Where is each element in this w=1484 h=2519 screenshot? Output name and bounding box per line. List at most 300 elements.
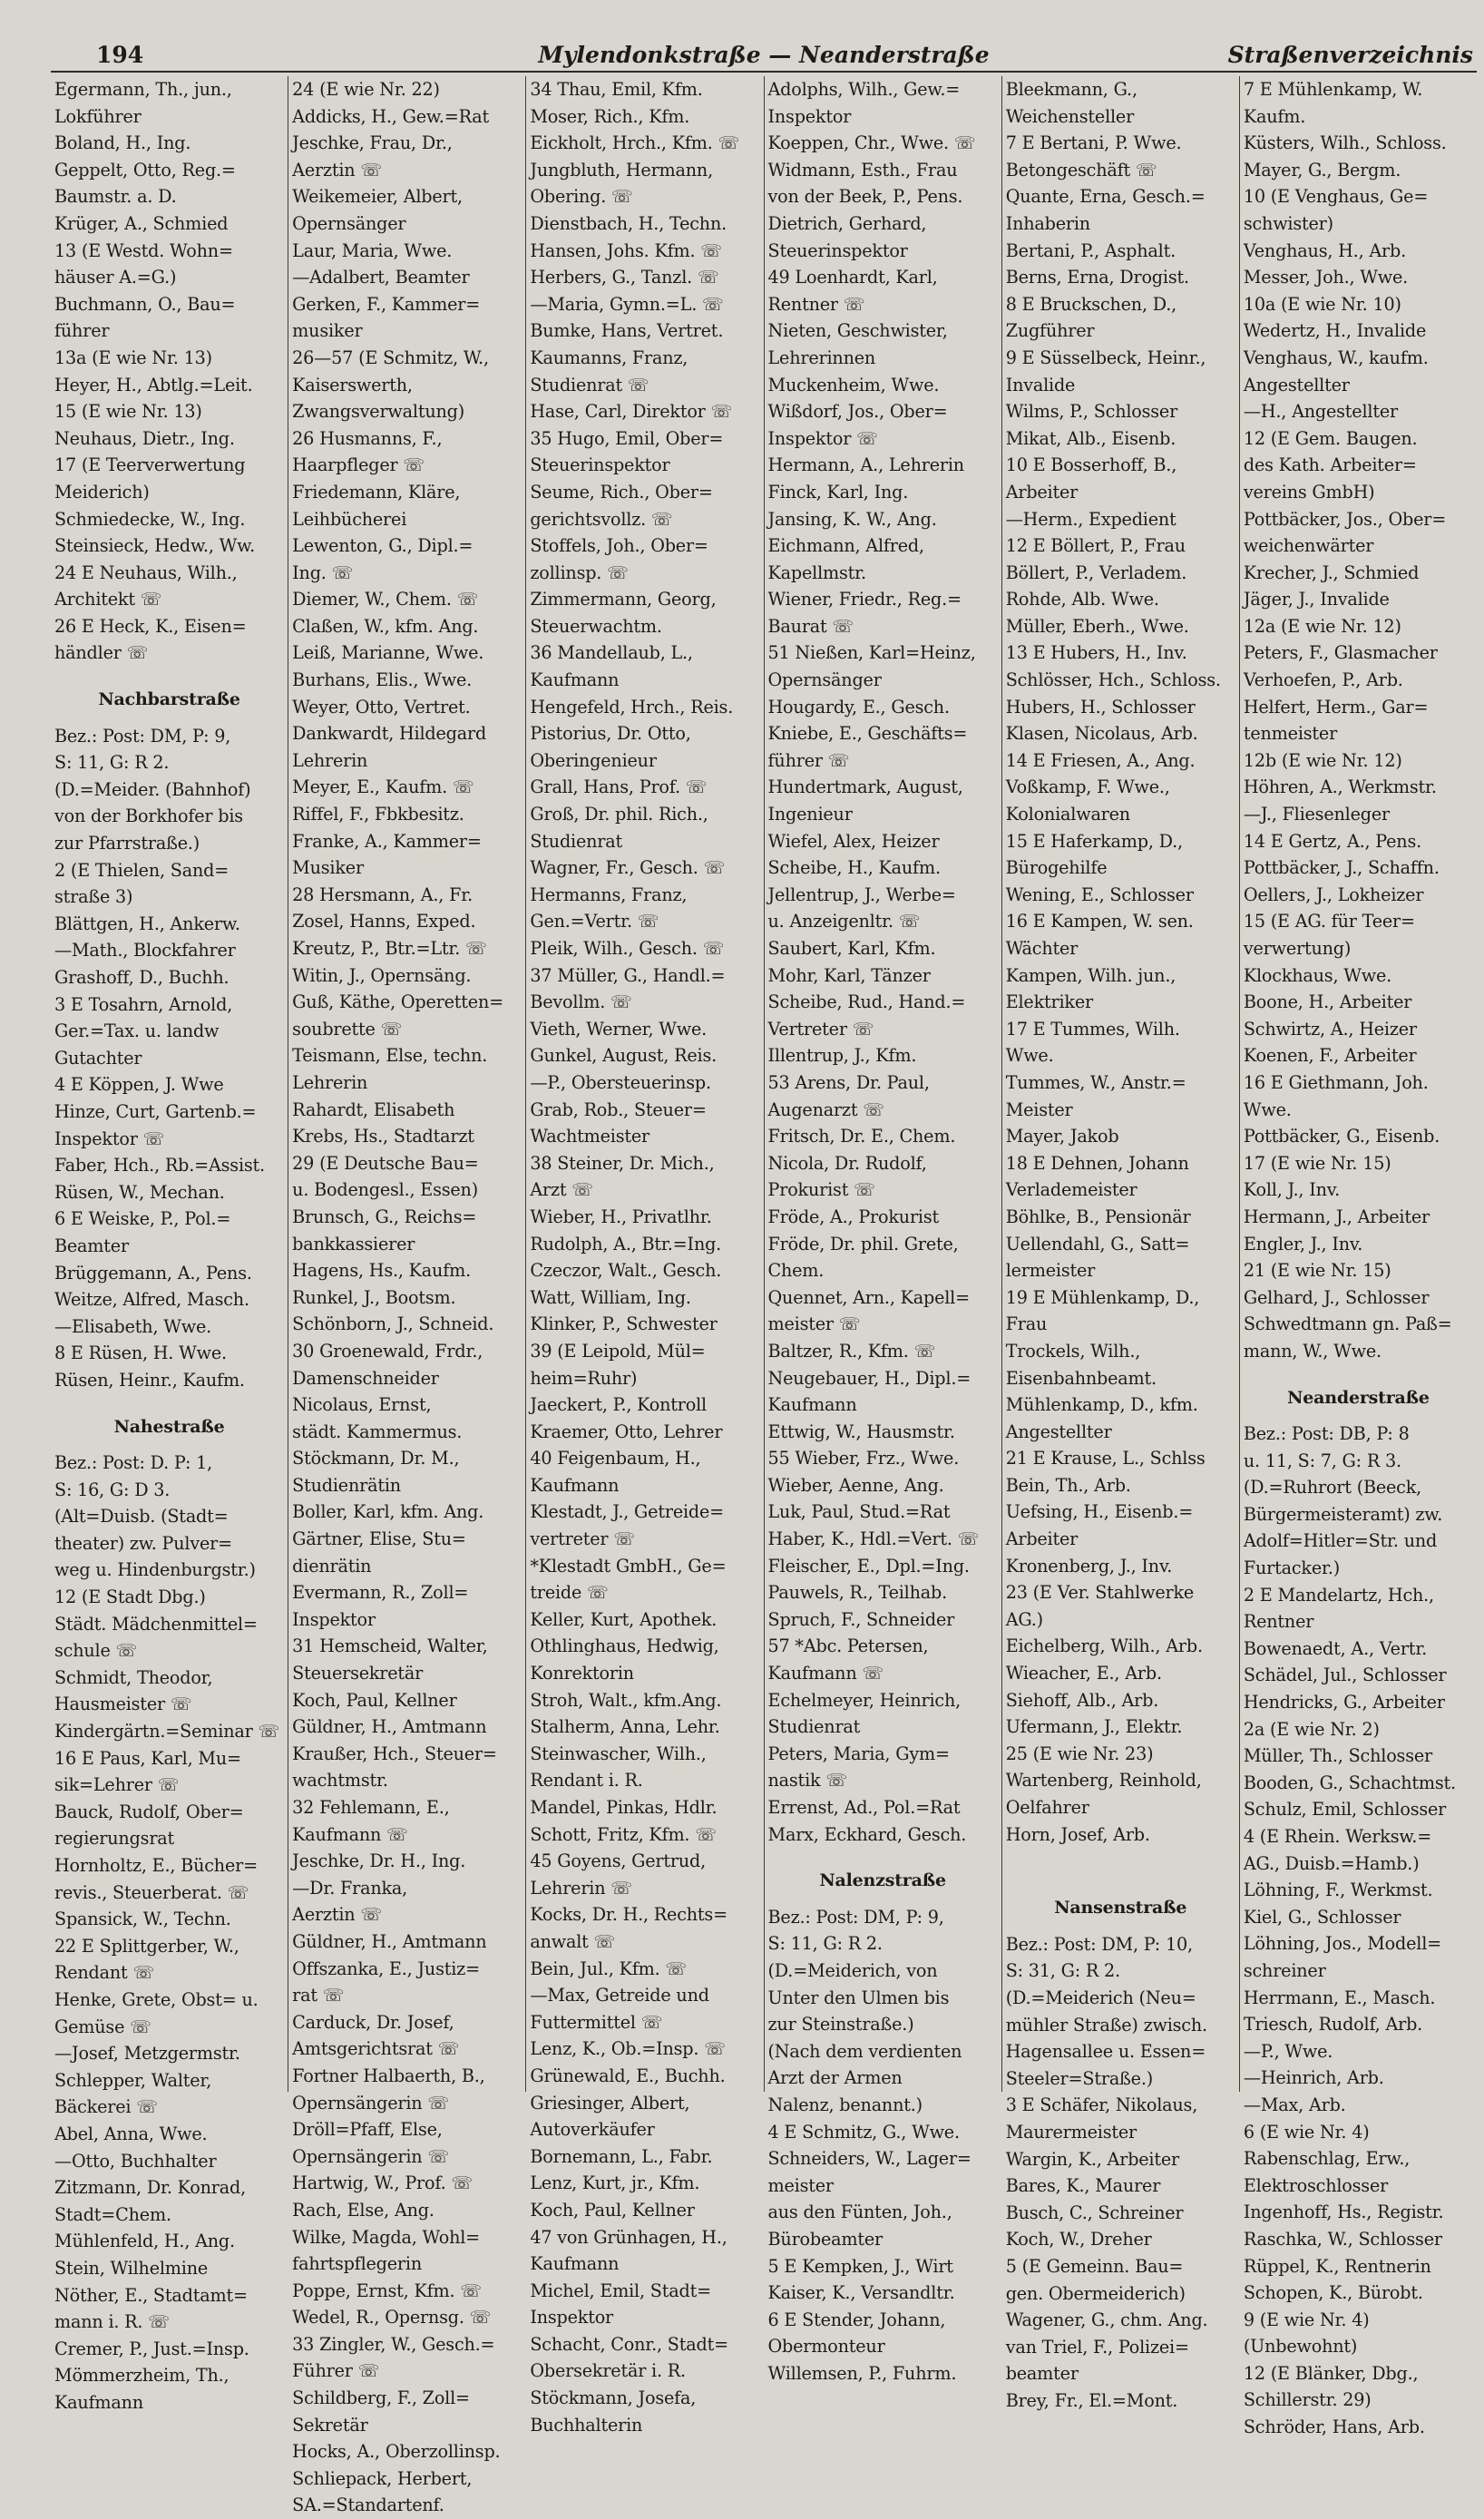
entry-line: Hausmeister ☏ (54, 1694, 192, 1715)
entry-line: Obermonteur (767, 2336, 885, 2358)
entry-line: Mayer, G., Bergm. (1243, 159, 1401, 181)
entry-line: Dienstbach, H., Techn. (530, 212, 727, 234)
entry-line: Seume, Rich., Ober= (530, 481, 713, 503)
entry-line: Venghaus, W., kaufm. (1243, 347, 1429, 368)
entry-line: anwalt ☏ (530, 1930, 616, 1952)
entry-line: 4 E Schmitz, G., Wwe. (767, 2121, 960, 2143)
section-title: Straßenverzeichnis (1227, 42, 1473, 68)
entry-line: —J., Fliesenleger (1243, 804, 1390, 825)
entry-line: Autoverkäufer (530, 2119, 655, 2141)
entry-line: Betongeschäft ☏ (1005, 159, 1157, 181)
entry-line: Wagener, G., chm. Ang. (1005, 2309, 1208, 2331)
entry-line: 16 E Paus, Karl, Mu= (54, 1747, 241, 1769)
entry-line: straße 3) (54, 886, 133, 908)
entry-line: Furtacker.) (1243, 1557, 1341, 1579)
entry-line: Brüggemann, A., Pens. (54, 1262, 252, 1284)
entry-line: Bauck, Rudolf, Ober= (54, 1801, 244, 1822)
entry-line: Bez.: Post: D. P: 1, (54, 1452, 213, 1474)
entry-line: Koch, Paul, Kellner (530, 2199, 695, 2221)
entry-line: Kraußer, Hch., Steuer= (292, 1743, 497, 1764)
entry-line: Schliepack, Herbert, (292, 2467, 473, 2489)
entry-line: Pistorius, Dr. Otto, (530, 723, 691, 745)
entry-line: Klasen, Nicolaus, Arb. (1005, 723, 1198, 745)
entry-line: 57 *Abc. Petersen, (767, 1635, 929, 1657)
entry-line: Ufermann, J., Elektr. (1005, 1716, 1183, 1738)
entry-line: Echelmeyer, Heinrich, (767, 1689, 962, 1711)
entry-line: Lehrerin (292, 1071, 368, 1093)
entry-line: 40 Feigenbaum, H., (530, 1448, 701, 1469)
entry-line: Brey, Fr., El.=Mont. (1005, 2389, 1178, 2411)
entry-line: Bez.: Post: DB, P: 8 (1243, 1423, 1410, 1445)
entry-line: Oelfahrer (1005, 1797, 1089, 1818)
entry-line: Hengefeld, Hrch., Reis. (530, 696, 734, 718)
entry-line: Schopen, K., Bürobt. (1243, 2282, 1423, 2304)
entry-line: (D.=Ruhrort (Beeck, (1243, 1477, 1422, 1499)
entry-line: Kaufmann ☏ (767, 1663, 884, 1684)
entry-line: Opernsänger (767, 669, 882, 691)
entry-line: —Josef, Metzgermstr. (54, 2043, 240, 2065)
entry-line: 8 E Bruckschen, D., (1005, 293, 1177, 315)
entry-line: Weyer, Otto, Vertret. (292, 696, 471, 718)
entry-line: weichenwärter (1243, 535, 1374, 557)
entry-line: häuser A.=G.) (54, 267, 177, 288)
entry-line: Finck, Karl, Ing. (767, 481, 909, 503)
entry-line: des Kath. Arbeiter= (1243, 454, 1417, 476)
entry-line: Kaufmann (530, 1474, 620, 1496)
entry-line: Widmann, Esth., Frau (767, 159, 958, 181)
entry-line: Zugführer (1005, 320, 1095, 342)
entry-line: Fritsch, Dr. E., Chem. (767, 1126, 956, 1147)
entry-line: Grab, Rob., Steuer= (530, 1098, 707, 1120)
entry-line: Mikat, Alb., Eisenb. (1005, 427, 1176, 449)
entry-line: Wening, E., Schlosser (1005, 884, 1194, 905)
entry-line: Bez.: Post: DM, P: 9, (54, 725, 231, 747)
entry-line: Mühlenfeld, H., Ang. (54, 2231, 235, 2252)
column-1 (51, 76, 288, 2413)
entry-line: 36 Mandellaub, L., (530, 642, 693, 664)
entry-line: Wachtmeister (530, 1126, 650, 1147)
entry-line: Schwedtmann gn. Paß= (1243, 1313, 1452, 1335)
entry-line: zollinsp. ☏ (530, 561, 629, 583)
entry-line: Wwe. (1005, 1045, 1054, 1067)
entry-line: Siehoff, Alb., Arb. (1005, 1689, 1159, 1711)
entry-line: Uefsing, H., Eisenb.= (1005, 1501, 1194, 1523)
entry-line: Obersekretär i. R. (530, 2360, 686, 2382)
entry-line: Arzt der Armen (767, 2067, 903, 2089)
entry-line: Schädel, Jul., Schlosser (1243, 1665, 1447, 1686)
entry-line: Saubert, Karl, Kfm. (767, 938, 936, 959)
entry-line: (D.=Meider. (Bahnhof) (54, 778, 251, 800)
entry-line: Koeppen, Chr., Wwe. ☏ (767, 132, 976, 154)
entry-line: Steuersekretär (292, 1663, 424, 1684)
entry-line: Keller, Kurt, Apothek. (530, 1608, 718, 1630)
entry-line: 16 E Giethmann, Joh. (1243, 1071, 1429, 1093)
entry-line: Wwe. (1243, 1098, 1292, 1120)
entry-line: Schwirtz, A., Heizer (1243, 1018, 1417, 1040)
entry-line: gen. Obermeiderich) (1005, 2282, 1186, 2304)
entry-line: Ing. ☏ (292, 561, 354, 583)
entry-line: händler ☏ (54, 642, 149, 664)
entry-line: Witin, J., Opernsäng. (292, 964, 472, 986)
entry-line: Schildberg, F., Zoll= (292, 2387, 470, 2409)
entry-line: Peters, Maria, Gym= (767, 1743, 950, 1764)
entry-line: —Adalbert, Beamter (292, 267, 470, 288)
entry-line: Laur, Maria, Wwe. (292, 239, 453, 261)
entry-line: soubrette ☏ (292, 1018, 403, 1040)
entry-line: Moser, Rich., Kfm. (530, 105, 690, 127)
entry-line: Schneiders, W., Lager= (767, 2148, 971, 2170)
entry-line: 9 (E wie Nr. 4) (1243, 2309, 1370, 2330)
entry-line: AG.) (1005, 1608, 1043, 1630)
entry-line: Diemer, W., Chem. ☏ (292, 589, 479, 610)
entry-line: Hendricks, G., Arbeiter (1243, 1692, 1445, 1714)
entry-line: 51 Nießen, Karl=Heinz, (767, 642, 976, 664)
entry-line: —Otto, Buchhalter (54, 2150, 217, 2172)
entry-line: (Alt=Duisb. (Stadt= (54, 1506, 229, 1528)
entry-line: Hocks, A., Oberzollinsp. (292, 2441, 501, 2463)
entry-line: 45 Goyens, Gertrud, (530, 1850, 707, 1872)
entry-line: Pauwels, R., Teilhab. (767, 1582, 947, 1604)
entry-line: —Maria, Gymn.=L. ☏ (530, 293, 724, 315)
entry-line: Gerken, F., Kammer= (292, 293, 481, 315)
entry-line: Mandel, Pinkas, Hdlr. (530, 1797, 718, 1818)
entry-line: Meyer, E., Kaufm. ☏ (292, 776, 474, 798)
entry-line: Geppelt, Otto, Reg.= (54, 159, 236, 181)
entry-line: Kaufmann (530, 2253, 620, 2275)
entry-line: Busch, C., Schreiner (1005, 2202, 1184, 2223)
entry-line: Kaufm. (1243, 105, 1306, 127)
entry-line: Damenschneider (292, 1367, 439, 1389)
entry-line: 13 (E Westd. Wohn= (54, 239, 233, 261)
entry-line: 19 E Mühlenkamp, D., (1005, 1286, 1200, 1308)
entry-line: sik=Lehrer ☏ (54, 1774, 180, 1796)
entry-line: 12b (E wie Nr. 12) (1243, 749, 1402, 771)
entry-line: *Klestadt GmbH., Ge= (530, 1555, 727, 1577)
entry-line: —P., Obersteuerinsp. (530, 1071, 711, 1093)
entry-line: Friedemann, Kläre, (292, 481, 461, 503)
entry-line: 37 Müller, G., Handl.= (530, 964, 726, 986)
entry-line: Hartwig, W., Prof. ☏ (292, 2172, 474, 2194)
page-number: 194 (96, 42, 144, 68)
entry-line: Illentrup, J., Kfm. (767, 1045, 917, 1067)
entry-line: Muckenheim, Wwe. (767, 374, 940, 395)
entry-line: Errenst, Ad., Pol.=Rat (767, 1797, 961, 1818)
entry-line: Pottbäcker, Jos., Ober= (1243, 508, 1447, 530)
entry-line: Maurermeister (1005, 2121, 1137, 2143)
entry-line: führer ☏ (767, 749, 850, 771)
entry-line: weg u. Hindenburgstr.) (54, 1559, 256, 1581)
entry-line: 17 E Tummes, Wilh. (1005, 1018, 1180, 1040)
entry-line: —P., Wwe. (1243, 2040, 1333, 2062)
entry-line: Kaiserswerth, (292, 374, 413, 395)
entry-line: Küsters, Wilh., Schloss. (1243, 132, 1447, 154)
entry-line: Horn, Josef, Arb. (1005, 1823, 1150, 1845)
entry-line: Wieber, Aenne, Ang. (767, 1474, 944, 1496)
entry-line: 25 (E wie Nr. 23) (1005, 1743, 1154, 1764)
entry-line: Invalide (1005, 374, 1076, 395)
entry-line: Dröll=Pfaff, Else, (292, 2119, 443, 2141)
entry-line: 12 (E Stadt Dbg.) (54, 1587, 206, 1608)
street-heading: Nalenzstraße (819, 1870, 946, 1891)
entry-line: Hase, Carl, Direktor ☏ (530, 401, 733, 423)
entry-line: Bez.: Post: DM, P: 9, (767, 1906, 944, 1928)
entry-line: Hubers, H., Schlosser (1005, 696, 1196, 718)
entry-line: Quennet, Arn., Kapell= (767, 1286, 970, 1308)
entry-line: Rentner (1243, 1611, 1314, 1633)
entry-line: —Heinrich, Arb. (1243, 2067, 1384, 2089)
entry-line: Steinsieck, Hedw., Ww. (54, 535, 255, 557)
entry-line: Müller, Eberh., Wwe. (1005, 615, 1189, 637)
entry-line: Abel, Anna, Wwe. (54, 2123, 208, 2144)
entry-line: Trockels, Wilh., (1005, 1340, 1141, 1362)
entry-line: 3 E Schäfer, Nikolaus, (1005, 2094, 1198, 2116)
entry-line: Zwangsverwaltung) (292, 401, 465, 423)
entry-line: Quante, Erna, Gesch.= (1005, 186, 1206, 208)
entry-line: Hermann, A., Lehrerin (767, 454, 964, 476)
entry-line: 53 Arens, Dr. Paul, (767, 1071, 930, 1093)
entry-line: Rahardt, Elisabeth (292, 1098, 455, 1120)
entry-line: Kronenberg, J., Inv. (1005, 1555, 1173, 1577)
entry-line: Runkel, J., Bootsm. (292, 1286, 456, 1308)
entry-line: Eickholt, Hrch., Kfm. ☏ (530, 132, 740, 154)
entry-line: Wieber, H., Privatlhr. (530, 1206, 712, 1227)
entry-line: vereins GmbH) (1243, 481, 1375, 503)
entry-line: rat ☏ (292, 1985, 345, 2006)
entry-line: Watt, William, Ing. (530, 1286, 691, 1308)
entry-line: Futtermittel ☏ (530, 2011, 663, 2033)
entry-line: Poppe, Ernst, Kfm. ☏ (292, 2280, 483, 2301)
entry-line: Kaumanns, Franz, (530, 347, 688, 368)
page-title: Mylendonkstraße — Neanderstraße (538, 42, 990, 68)
entry-line: Kaufmann (530, 669, 620, 691)
entry-line: Inhaberin (1005, 212, 1090, 234)
entry-line: lermeister (1005, 1260, 1096, 1282)
entry-line: wachtmstr. (292, 1770, 388, 1792)
entry-line: Jellentrup, J., Werbe= (767, 884, 956, 905)
entry-line: Lehrerin ☏ (530, 1877, 633, 1899)
entry-line: Gutachter (54, 1047, 142, 1069)
entry-line: Nalenz, benannt.) (767, 2094, 923, 2115)
entry-line: —Elisabeth, Wwe. (54, 1315, 212, 1337)
entry-line: Hagens, Hs., Kaufm. (292, 1260, 471, 1282)
entry-line: Opernsängerin ☏ (292, 2092, 450, 2114)
entry-line: —Herm., Expedient (1005, 508, 1176, 530)
entry-line: Schlösser, Hch., Schloss. (1005, 669, 1221, 691)
entry-line: 5 E Kempken, J., Wirt (767, 2255, 953, 2277)
entry-line: Rendant ☏ (54, 1962, 155, 1984)
entry-line: 24 (E wie Nr. 22) (292, 79, 440, 100)
entry-line: (D.=Meiderich, von (767, 1959, 938, 1981)
entry-line: Weichensteller (1005, 105, 1135, 127)
entry-line: Hermann, J., Arbeiter (1243, 1206, 1430, 1227)
entry-line: mann i. R. ☏ (54, 2311, 171, 2333)
entry-line: 30 Groenewald, Frdr., (292, 1340, 483, 1362)
entry-line: zur Steinstraße.) (767, 2014, 914, 2036)
entry-line: S: 11, G: R 2. (54, 752, 170, 774)
entry-line: Fröde, Dr. phil. Grete, (767, 1233, 959, 1255)
entry-line: Boone, H., Arbeiter (1243, 991, 1412, 1013)
entry-line: Führer ☏ (292, 2360, 380, 2382)
entry-line: vertreter ☏ (530, 1528, 636, 1550)
entry-line: Jeschke, Frau, Dr., (292, 132, 453, 154)
entry-line: Oellers, J., Lokheizer (1243, 884, 1424, 905)
entry-line: u. 11, S: 7, G: R 3. (1243, 1450, 1401, 1471)
entry-line: Jeschke, Dr. H., Ing. (292, 1850, 466, 1872)
entry-line: Stöckmann, Dr. M., (292, 1448, 460, 1469)
entry-line: Stroh, Walt., kfm.Ang. (530, 1689, 722, 1711)
entry-line: 6 E Stender, Johann, (767, 2309, 946, 2330)
entry-line: Meiderich) (54, 481, 150, 503)
entry-line: Bowenaedt, A., Vertr. (1243, 1637, 1428, 1659)
entry-line: Bertani, P., Asphalt. (1005, 239, 1176, 261)
entry-line: Grünewald, E., Buchh. (530, 2065, 726, 2086)
entry-line: Triesch, Rudolf, Arb. (1243, 2014, 1423, 2036)
entry-line: Steeler=Straße.) (1005, 2067, 1154, 2089)
entry-line: Bevollm. ☏ (530, 991, 632, 1013)
entry-line: Eisenbahnbeamt. (1005, 1367, 1157, 1389)
entry-line: Grashoff, D., Buchh. (54, 967, 229, 988)
entry-line: Schacht, Conr., Stadt= (530, 2333, 728, 2355)
entry-line: 7 E Mühlenkamp, W. (1243, 79, 1423, 100)
entry-line: Fröde, A., Prokurist (767, 1206, 940, 1227)
entry-line: Wargin, K., Arbeiter (1005, 2148, 1179, 2170)
entry-line: 15 E Haferkamp, D., (1005, 830, 1183, 852)
entry-line: Eichmann, Alfred, (767, 535, 924, 557)
entry-line: 18 E Dehnen, Johann (1005, 1152, 1189, 1174)
entry-line: Bein, Jul., Kfm. ☏ (530, 1958, 688, 1979)
entry-line: Nöther, E., Stadtamt= (54, 2284, 248, 2306)
entry-line: Kiel, G., Schlosser (1243, 1906, 1401, 1928)
entry-line: musiker (292, 320, 363, 342)
entry-line: Lokführer (54, 105, 142, 127)
entry-line: Heyer, H., Abtlg.=Leit. (54, 374, 253, 395)
entry-line: Mohr, Karl, Tänzer (767, 964, 931, 986)
entry-line: Zosel, Hanns, Exped. (292, 911, 476, 932)
street-heading: Neanderstraße (1287, 1387, 1430, 1408)
entry-line: Gen.=Vertr. ☏ (530, 911, 659, 932)
entry-line: Kraemer, Otto, Lehrer (530, 1421, 723, 1442)
entry-line: u. Anzeigenltr. ☏ (767, 911, 921, 932)
entry-line: Schott, Fritz, Kfm. ☏ (530, 1823, 718, 1845)
entry-line: Schulz, Emil, Schlosser (1243, 1799, 1447, 1821)
entry-line: Mayer, Jakob (1005, 1126, 1119, 1147)
entry-line: Koch, Paul, Kellner (292, 1689, 457, 1711)
entry-line: Vertreter ☏ (767, 1018, 874, 1040)
entry-line: Adolf=Hitler=Str. und (1243, 1530, 1438, 1552)
entry-line: Pleik, Wilh., Gesch. ☏ (530, 938, 725, 959)
entry-line: Verlademeister (1005, 1179, 1137, 1201)
entry-line: 10 E Bosserhoff, B., (1005, 454, 1177, 476)
street-heading: Nansenstraße (1054, 1898, 1187, 1919)
entry-line: 10 (E Venghaus, Ge= (1243, 186, 1429, 208)
entry-line: Cremer, P., Just.=Insp. (54, 2338, 249, 2359)
entry-line: 38 Steiner, Dr. Mich., (530, 1152, 715, 1174)
entry-line: fahrtspflegerin (292, 2253, 422, 2275)
page-header (51, 34, 1477, 73)
entry-line: 55 Wieber, Frz., Wwe. (767, 1448, 960, 1469)
entry-line: Neuhaus, Dietr., Ing. (54, 427, 235, 449)
entry-line: 4 (E Rhein. Werksw.= (1243, 1826, 1432, 1847)
entry-line: nastik ☏ (767, 1770, 848, 1792)
entry-line: Boland, H., Ing. (54, 132, 191, 154)
entry-line: Schmiedecke, W., Ing. (54, 508, 246, 530)
entry-line: 6 E Weiske, P., Pol.= (54, 1208, 231, 1230)
entry-line: Groß, Dr. phil. Rich., (530, 804, 708, 825)
entry-line: Dankwardt, Hildegard (292, 723, 487, 745)
entry-line: Weikemeier, Albert, (292, 186, 463, 208)
entry-line: S: 11, G: R 2. (767, 1933, 883, 1955)
entry-line: Ingenhoff, Hs., Registr. (1243, 2202, 1444, 2223)
entry-line: 16 E Kampen, W. sen. (1005, 911, 1194, 932)
entry-line: Willemsen, P., Fuhrm. (767, 2362, 957, 2384)
entry-line: Steuerinspektor (767, 239, 908, 261)
entry-line: Gemüse ☏ (54, 2016, 151, 2037)
entry-line: Meister (1005, 1098, 1073, 1120)
entry-line: —Dr. Franka, (292, 1877, 408, 1899)
entry-line: 22 E Splittgerber, W., (54, 1935, 239, 1957)
entry-line: Frau (1005, 1313, 1048, 1335)
entry-line: Chem. (767, 1260, 825, 1282)
entry-line: Inspektor ☏ (767, 427, 878, 449)
entry-line: von der Beek, P., Pens. (767, 186, 963, 208)
entry-line: Fortner Halbaerth, B., (292, 2065, 485, 2086)
entry-line: Güldner, H., Amtmann (292, 1930, 487, 1952)
entry-line: Ettwig, W., Hausmstr. (767, 1421, 955, 1442)
entry-line: Aerztin ☏ (292, 1904, 383, 1926)
entry-line: Bürogehilfe (1005, 857, 1108, 879)
entry-line: Hermanns, Franz, (530, 884, 688, 905)
entry-line: Fleischer, E., Dpl.=Ing. (767, 1555, 970, 1577)
entry-line: Angestellter (1243, 374, 1350, 395)
entry-line: Carduck, Dr. Josef, (292, 2011, 454, 2033)
entry-line: 35 Hugo, Emil, Ober= (530, 427, 724, 449)
entry-line: Rentner ☏ (767, 293, 865, 315)
entry-line: Opernsänger (292, 212, 406, 234)
entry-line: Bäckerei ☏ (54, 2096, 159, 2118)
entry-line: Inspektor (767, 105, 852, 127)
entry-line: Rach, Else, Ang. (292, 2199, 434, 2221)
entry-line: Wächter (1005, 938, 1079, 959)
entry-line: Burhans, Elis., Wwe. (292, 669, 473, 691)
entry-line: Studienrat ☏ (530, 374, 649, 395)
entry-line: Franke, A., Kammer= (292, 830, 482, 852)
entry-line: Ger.=Tax. u. landw (54, 1020, 220, 1042)
entry-line: Pottbäcker, G., Eisenb. (1243, 1126, 1440, 1147)
entry-line: Kapellmstr. (767, 561, 866, 583)
entry-line: 17 (E Teerverwertung (54, 454, 246, 476)
entry-line: Spansick, W., Techn. (54, 1909, 231, 1930)
entry-line: Höhren, A., Werkmstr. (1243, 776, 1437, 798)
entry-line: Brunsch, G., Reichs= (292, 1206, 477, 1227)
entry-line: 7 E Bertani, P. Wwe. (1005, 132, 1182, 154)
entry-line: mühler Straße) zwisch. (1005, 2014, 1207, 2036)
entry-line: van Triel, F., Polizei= (1005, 2336, 1189, 2358)
entry-line: Hornholtz, E., Bücher= (54, 1855, 258, 1876)
entry-line: Guß, Käthe, Operetten= (292, 991, 503, 1013)
entry-line: 15 (E AG. für Teer= (1243, 911, 1415, 932)
entry-line: 12 (E Blänker, Dbg., (1243, 2362, 1419, 2384)
entry-line: Rudolph, A., Btr.=Ing. (530, 1233, 722, 1255)
entry-line: Wedertz, H., Invalide (1243, 320, 1427, 342)
entry-line: 39 (E Leipold, Mül= (530, 1340, 706, 1362)
entry-line: Leihbücherei (292, 508, 407, 530)
entry-line: mann, W., Wwe. (1243, 1340, 1381, 1362)
entry-line: Elektroschlosser (1243, 2174, 1389, 2196)
entry-line: städt. Kammermus. (292, 1421, 463, 1442)
entry-line: Steinwascher, Wilh., (530, 1743, 707, 1764)
entry-line: Berns, Erna, Drogist. (1005, 267, 1189, 288)
entry-line: Boller, Karl, kfm. Ang. (292, 1501, 484, 1523)
